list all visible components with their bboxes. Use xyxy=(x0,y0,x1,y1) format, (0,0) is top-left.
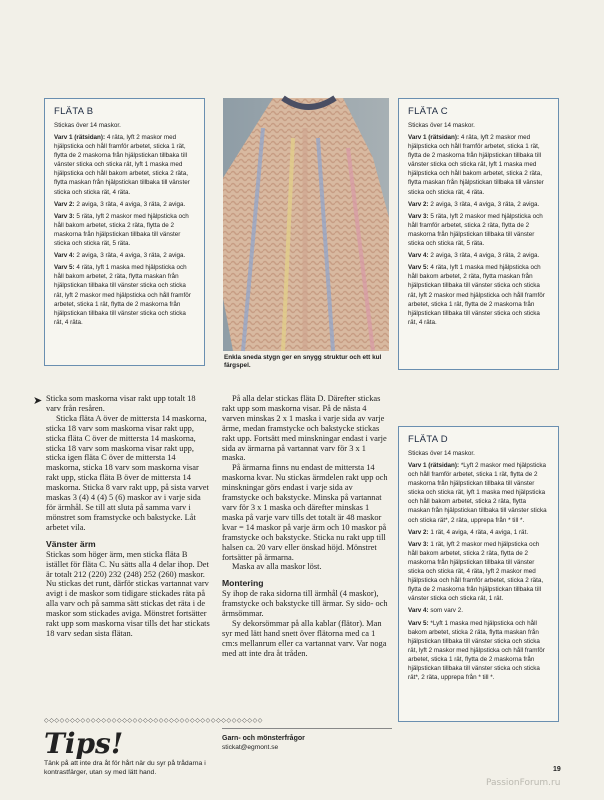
knit-texture-image xyxy=(223,98,389,351)
row-text: 2 aviga, 3 räta, 4 aviga, 3 räta, 2 aviga. xyxy=(428,200,540,208)
diamond-divider: ◇◇◇◇◇◇◇◇◇◇◇◇◇◇◇◇◇◇◇◇◇◇◇◇◇◇◇◇◇◇◇◇◇◇◇◇◇◇◇◇◇◇ xyxy=(44,718,263,724)
row-label: Varv 2: xyxy=(408,200,429,208)
contact-block xyxy=(222,728,392,751)
row-text: 2 aviga, 3 räta, 4 aviga, 3 räta, 2 aviga. xyxy=(74,252,186,260)
flata-d-subtitle: Stickas över 14 maskor. xyxy=(408,450,475,457)
row-label: Varv 2: xyxy=(408,528,429,536)
row-text: 1 rät, lyft 2 maskor med hjälpsticka och håll bakom arbetet, sticka 2 räta, flytta de 2 maskorna från hjälpstickan tillbaka till vänster sticka och sticka rät, 4 räta, lyft 2 maskor med hjälpsticka och håll framför arbetet, sticka 2 räta, flytta de 2 maskorna från hjälpstickan tillbaka till vänster sticka och sticka rät, 1 rät. xyxy=(408,540,544,603)
flata-c-subtitle: Stickas över 14 maskor. xyxy=(408,122,475,129)
pattern-row xyxy=(408,212,549,248)
contact-email[interactable]: stickat@egmont.se xyxy=(222,744,279,751)
sweater-photo xyxy=(223,98,389,351)
pattern-row xyxy=(408,619,549,683)
flata-b-subtitle: Stickas över 14 maskor. xyxy=(54,122,121,129)
pattern-row xyxy=(54,200,195,209)
row-text: 1 rät, 4 aviga, 4 räta, 4 aviga, 1 rät. xyxy=(428,528,529,536)
pattern-row xyxy=(408,606,549,615)
row-text: 5 räta, lyft 2 maskor med hjälpsticka och håll bakom arbetet, sticka 2 räta, flytta de 2 maskorna från hjälpstickan tillbaka till vänster sticka och sticka rät, 5 räta. xyxy=(54,212,189,248)
tips-text: Tänk på att inte dra åt för hårt när du syr på trådarna i kontrastfärger, utan sy med lätt hand. xyxy=(44,760,206,776)
row-label: Varv 4: xyxy=(408,607,429,615)
row-text: 4 räta, lyft 2 maskor med hjälpsticka och håll framför arbetet, sticka 1 rät, flytta de 2 maskorna från hjälpstickan tillbaka till vänster sticka och sticka rät, lyft 1 maska med hjälpsticka och håll bakom arbetet, sticka 2 räta, flytta maskan från hjälpstickan tillbaka till vänster sticka och sticka rät, 4 räta. xyxy=(408,134,544,196)
row-text: som varv 2. xyxy=(428,607,463,615)
row-label: Varv 5: xyxy=(408,264,429,272)
pattern-row xyxy=(408,200,549,209)
col2-paragraph: På alla delar stickas fläta D. Därefter stickas rakt upp som maskorna visar. På de nästa 4 varven minskas 2 x 1 maska i varje sida av varje ärme, medan framstycke och bakstycke stickas rakt upp. Fortsätt med minskningar endast i varje sida av ärmarna på vartannat varv för 3 x 1 maska. xyxy=(222,394,387,463)
col2-paragraph: På ärmarna finns nu endast de mittersta 14 maskorna kvar. Nu stickas ärmdelen rakt upp och minskningar görs endast i varje sida av framstycke och bakstycke. Minska på vartannat varv för 3 x 1 maska och därefter minskas 1 maska på varje varv tills det totalt är 48 maskor kvar = 14 maskor på varje ärm och 10 maskor på framstycke och bakstycke. Sticka nu rakt upp till halsen ca. 20 varv eller önskad höjd. Mönstret fortsätter på ärmarna. xyxy=(222,463,388,562)
flata-c-rows xyxy=(408,133,549,327)
flata-b-box xyxy=(44,98,205,366)
pattern-row xyxy=(408,461,549,525)
row-text: 2 aviga, 3 räta, 4 aviga, 3 räta, 2 aviga. xyxy=(428,252,540,260)
col1-paragraph: Stickas som höger ärm, men sticka fläta B istället för fläta C. Nu sätts alla 4 delar ihop. Det är totalt 212 (220) 232 (248) 252 (260) maskor. Nu stickas det runt, därför stickas vartannat varv avigt i de maskor som tidigare stickades räta på alla varv och på samma sätt stickas det räta i de maskor som stickades aviga. Mönstret fortsätter rakt upp som maskorna visar tills det har stickats 18 varv sedan sista flätan. xyxy=(46,549,210,638)
row-label: Varv 4: xyxy=(54,252,75,260)
row-text: *Lyft 2 maskor med hjälpsticka och håll framför arbetet, sticka 1 rät, flytta de 2 maskorna från hjälpstickan tillbaka till vänster sticka och sticka rät, lyft 1 maska med hjälpsticka och håll bakom arbetet, sticka 2 räta, flytta maskan från hjälpstickan tillbaka till vänster sticka och sticka rät*, 2 räta, upprepa från * till *. xyxy=(408,462,547,524)
flata-c-box xyxy=(398,98,559,370)
left-sleeve-heading: Vänster ärm xyxy=(46,538,96,549)
col1-paragraph: Sticka fläta A över de mittersta 14 maskorna, sticka 18 varv som maskorna visar rakt upp, sticka fläta C över de mittersta 14 maskorna, sticka 18 varv som maskorna visar rakt upp, sticka igen fläta C över de mittersta 14 maskorna, sticka 18 varv som maskorna visar rakt upp, sticka fläta B över de mittersta 14 maskorna. Sticka 8 varv rakt upp, på sista varvet maskas 3 (4) 4 (4) 5 (6) maskor av i varje sida för ärmhål. Se till att sluta på samma varv i mönstret som framstycke och bakstycke. Låt arbetet vila. xyxy=(46,413,209,532)
contact-title: Garn- och mönsterfrågor xyxy=(222,735,305,742)
row-label: Varv 1 (rätsidan): xyxy=(408,134,460,141)
watermark: PassionForum.ru xyxy=(486,778,561,788)
row-text: 4 räta, lyft 1 maska med hjälpsticka och håll bakom arbetet, 2 räta, flytta maskan från hjälpstickan tillbaka till vänster sticka och sticka rät, lyft 2 maskor med hjälpsticka och håll framför arbetet, sticka 1 rät, flytta de 2 maskorna från hjälpstickan tillbaka till vänster sticka och sticka rät, 4 räta. xyxy=(54,264,191,326)
row-label: Varv 1 (rätsidan): xyxy=(54,134,106,141)
flata-d-title: FLÄTA D xyxy=(408,434,448,445)
flata-b-title: FLÄTA B xyxy=(54,106,94,117)
pattern-row xyxy=(54,212,195,248)
pattern-row xyxy=(54,133,195,197)
row-label: Varv 3: xyxy=(54,212,75,220)
row-label: Varv 5: xyxy=(408,619,429,627)
row-label: Varv 2: xyxy=(54,200,75,208)
pattern-row xyxy=(54,263,195,327)
row-text: 2 aviga, 3 räta, 4 aviga, 3 räta, 2 aviga. xyxy=(74,200,186,208)
row-label: Varv 1 (rätsidan): xyxy=(408,462,460,469)
arrow-icon: ➤ xyxy=(33,395,43,407)
flata-b-rows xyxy=(54,133,195,327)
page-number: 19 xyxy=(553,766,561,773)
row-label: Varv 3: xyxy=(408,540,429,548)
pattern-row xyxy=(408,528,549,537)
pattern-row xyxy=(408,540,549,604)
row-label: Varv 4: xyxy=(408,252,429,260)
pattern-row xyxy=(54,251,195,260)
row-label: Varv 5: xyxy=(54,264,75,272)
photo-caption: Enkla sneda stygn ger en snygg struktur och ett kul färgspel. xyxy=(224,354,382,370)
text-column-1 xyxy=(46,394,210,639)
col2-paragraph: Sy ihop de raka sidorna till ärmhål (4 maskor), framstycke och bakstycke till ärmar. Sy sido- och ärmsömmar. xyxy=(222,589,388,619)
pattern-row xyxy=(408,251,549,260)
tips-title: Tips! xyxy=(44,727,124,760)
pattern-row xyxy=(408,263,549,327)
row-label: Varv 3: xyxy=(408,212,429,220)
flata-d-rows xyxy=(408,461,549,682)
col2-paragraph: Sy dekorsömmar på alla kablar (flätor). Man syr med lätt hand snett över flätorna med ca 1 cm:s mellanrum eller ca vartannat varv. Var noga med att inte dra åt tråden. xyxy=(222,619,387,658)
flata-c-title: FLÄTA C xyxy=(408,106,448,117)
row-text: *Lyft 1 maska med hjälpsticka och håll bakom arbetet, sticka 2 räta, flytta maskan från hjälpstickan tillbaka till vänster sticka och sticka rät, lyft 2 maskor med hjälpsticka och håll framför arbetet, sticka 1 rät, flytta de 2 maskorna från hjälpstickan tillbaka till vänster sticka och sticka rät*, 2 räta, upprepa från * till *. xyxy=(408,619,545,682)
text-column-2 xyxy=(222,394,388,659)
row-text: 4 räta, lyft 1 maska med hjälpsticka och håll bakom arbetet, 2 räta, flytta maskan från hjälpstickan tillbaka till vänster sticka och sticka rät, lyft 2 maskor med hjälpsticka och håll framför arbetet, sticka 1 rät, flytta de 2 maskorna från hjälpstickan tillbaka till vänster sticka och sticka rät, 4 räta. xyxy=(408,264,545,326)
row-text: 4 räta, lyft 2 maskor med hjälpsticka och håll framför arbetet, sticka 1 rät, flytta de 2 maskorna från hjälpstickan tillbaka till vänster sticka och sticka rät, lyft 1 maska med hjälpsticka och håll bakom arbetet, sticka 2 räta, flytta maskan från hjälpstickan tillbaka till vänster sticka och sticka rät, 4 räta. xyxy=(54,134,190,196)
col2-paragraph: Maska av alla maskor löst. xyxy=(232,562,322,572)
row-text: 5 räta, lyft 2 maskor med hjälpsticka och håll framför arbetet, sticka 2 räta, flytta de 2 maskorna från hjälpstickan tillbaka till vänster sticka och sticka rät, 5 räta. xyxy=(408,212,543,248)
montering-heading: Montering xyxy=(222,578,264,589)
flata-d-box xyxy=(398,426,559,722)
col1-paragraph: Sticka som maskorna visar rakt upp totalt 18 varv från resåren. xyxy=(46,394,196,413)
pattern-row xyxy=(408,133,549,197)
